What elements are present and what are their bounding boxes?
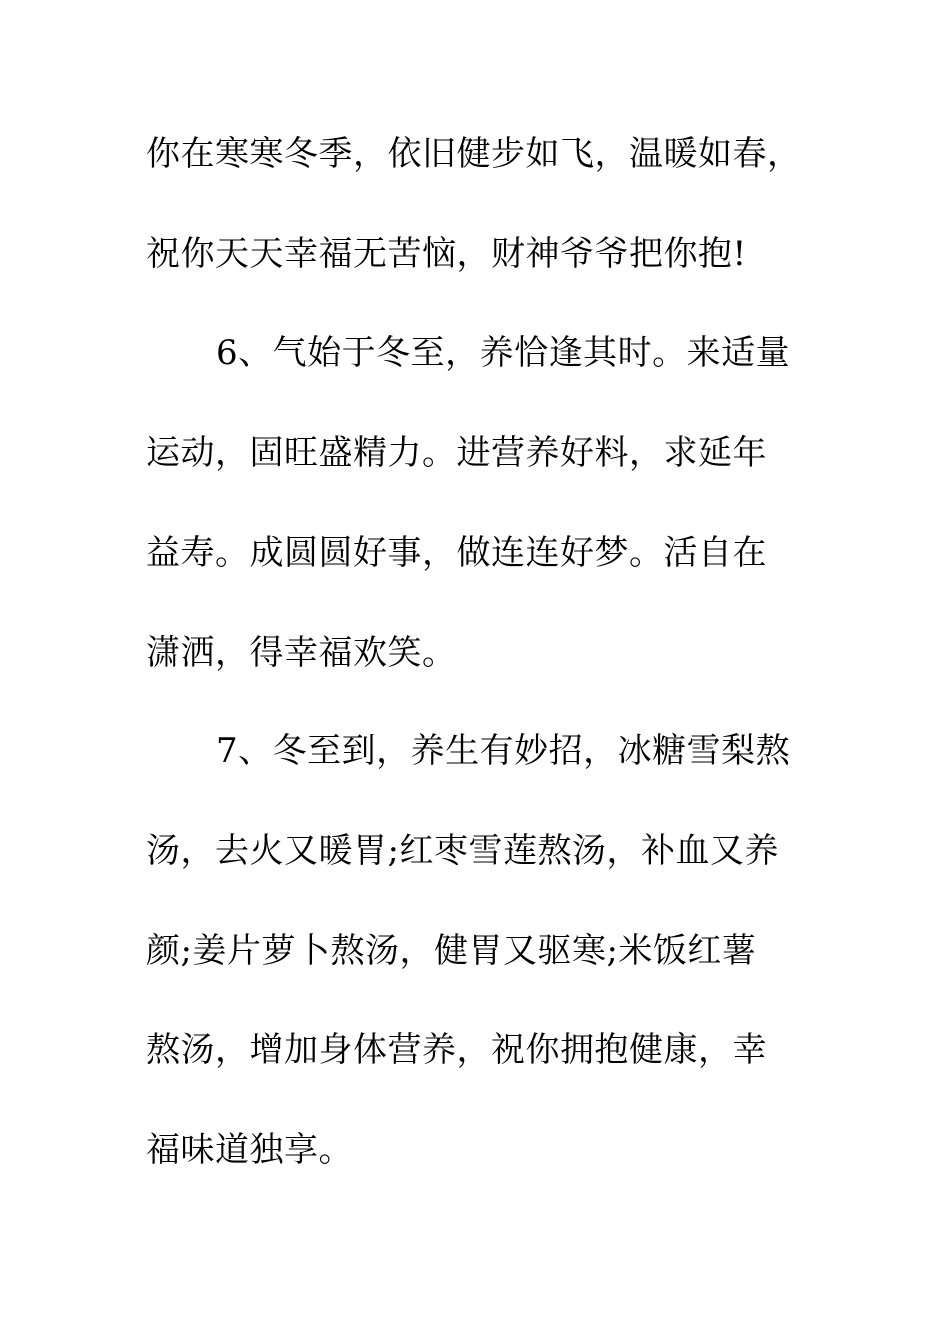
text-line: 你在寒寒冬季，依旧健步如飞，温暖如春， <box>146 134 802 174</box>
text-line: 运动，固旺盛精力。进营养好料，求延年 <box>146 433 767 473</box>
text-line: 福味道独享。 <box>146 1130 353 1170</box>
paragraph-first-line: 7、冬至到，养生有妙招，冰糖雪梨熬 <box>216 731 791 771</box>
text-line: 益寿。成圆圆好事，做连连好梦。活自在 <box>146 533 767 573</box>
text-line: 熬汤，增加身体营养，祝你拥抱健康，幸 <box>146 1030 767 1070</box>
text-line: 颜;姜片萝卜熬汤，健胃又驱寒;米饭红薯 <box>146 931 757 971</box>
text-line: 汤，去火又暖胃;红枣雪莲熬汤，补血又养 <box>146 831 779 871</box>
text-line: 潇洒，得幸福欢笑。 <box>146 633 457 673</box>
text-line: 祝你天天幸福无苦恼，财神爷爷把你抱! <box>146 234 747 274</box>
paragraph-first-line: 6、气始于冬至，养恰逢其时。来适量 <box>216 333 791 373</box>
